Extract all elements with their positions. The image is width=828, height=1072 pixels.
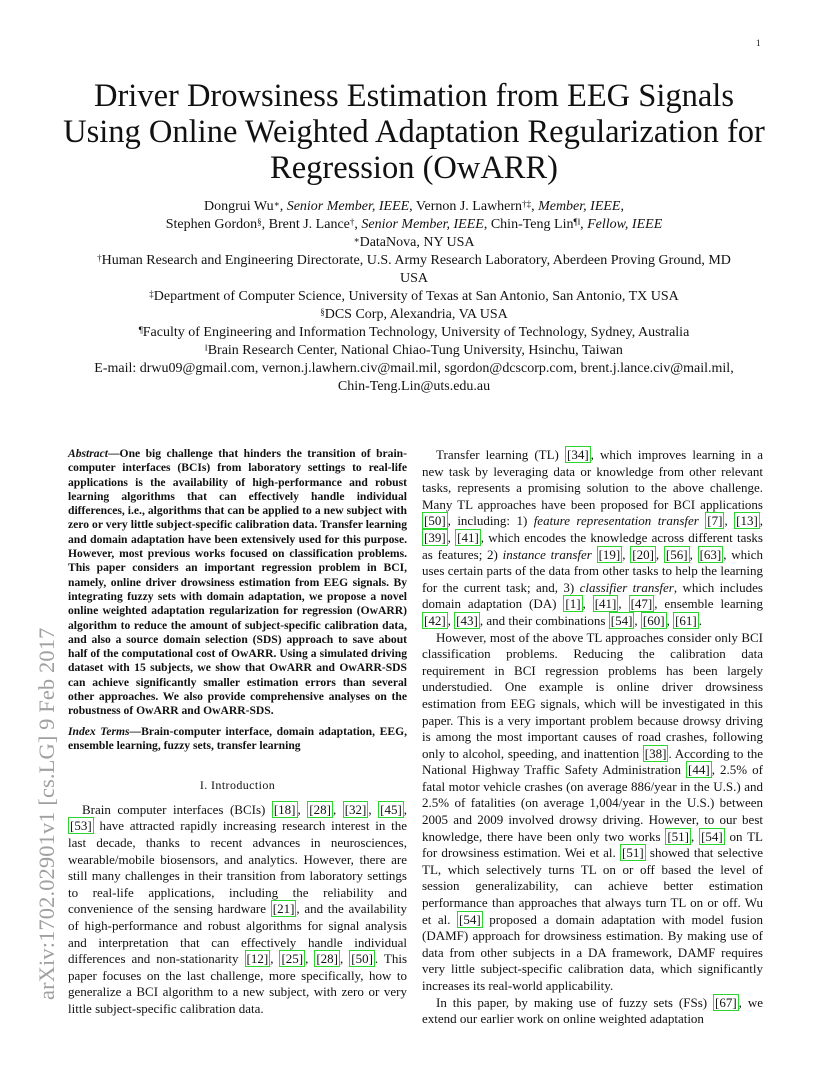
affiliation-mark: §	[320, 307, 325, 317]
separator: ,	[618, 596, 629, 612]
citation-link[interactable]: [21]	[272, 901, 295, 917]
affiliation-line	[60, 234, 768, 252]
affiliation-line	[60, 288, 768, 306]
affiliation-text: Faculty of Engineering and Information Technology, University of Technology, Sydney, Australia	[142, 325, 690, 340]
arxiv-stamp[interactable]	[14, 265, 59, 1000]
paragraph-text: , which improves learning in a new task by leveraging data or knowledge from other relevant tasks, represents a promising solution to the above challenge. Many TL approaches have been proposed for BCI applications	[422, 447, 763, 512]
affiliation-line	[60, 252, 768, 270]
paragraph-text: .	[698, 612, 702, 628]
affiliation-text: DCS Corp, Alexandria, VA USA	[324, 307, 508, 322]
separator: ,	[691, 828, 700, 844]
separator: ,	[368, 801, 379, 817]
paragraph-text: In this paper, by making use of fuzzy sets (FSs)	[436, 994, 713, 1010]
author-mark: †‡	[522, 199, 532, 209]
author-membership: Fellow, IEEE	[587, 217, 663, 232]
abstract-dash: —	[107, 447, 120, 460]
citation-link[interactable]: [28]	[309, 801, 331, 817]
affiliation-text: Human Research and Engineering Directorate, U.S. Army Research Laboratory, Aberdeen Proving Ground, MD	[101, 253, 731, 268]
separator: ,	[622, 546, 631, 562]
paragraph-text: proposed a domain adaptation with model fusion (DAMF) approach for drowsiness estimation. By making use of data from other subjects in a DA framework, DAMF requires very little subject-specific calibration data, which significantly increases its real-world applicability.	[422, 911, 763, 993]
citation-link[interactable]: [43]	[456, 612, 478, 628]
emphasis-text: classifier transfer	[579, 579, 674, 595]
citation-link[interactable]: [47]	[630, 596, 653, 612]
citation-link[interactable]: [63]	[699, 546, 722, 562]
separator: ,	[332, 801, 343, 817]
author-line-1: Dongrui Wu∗, Senior Member, IEEE, Vernon J. Lawhern†‡, Member, IEEE,	[204, 199, 624, 214]
author-mark: ¶‖	[573, 217, 581, 227]
citation-link[interactable]: [51]	[667, 828, 690, 844]
affiliation-text: USA	[399, 271, 428, 286]
separator: ,	[340, 951, 350, 967]
citation-link[interactable]: [67]	[715, 994, 737, 1010]
citation-link[interactable]: [51]	[622, 845, 644, 861]
citation-link[interactable]: [50]	[351, 951, 373, 967]
separator: ,	[297, 801, 308, 817]
citation-link[interactable]: [20]	[632, 546, 654, 562]
citation-link[interactable]: [39]	[424, 529, 446, 545]
right-column	[422, 447, 763, 1028]
separator: ,	[447, 529, 456, 545]
separator: ,	[305, 951, 315, 967]
paragraph-text: , including: 1)	[447, 513, 534, 529]
page-number: 1	[756, 38, 761, 48]
author-mark: ∗	[273, 199, 280, 209]
citation-link[interactable]: [19]	[598, 546, 621, 562]
paper-title: Driver Drowsiness Estimation from EEG Signals Using Online Weighted Adaptation Regularization for Regression (OwARR)	[63, 78, 765, 186]
author-membership: Member, IEEE	[538, 199, 621, 214]
author-name: Chin-Teng Lin	[490, 217, 574, 232]
paragraph-text: , 2.5% of fatal motor vehicle crashes (on average 886/year in the U.S.) and 2.5% of fatalities (on average 1,004/year in the U.S.) between 2005 and 2009 involved drowsy driving. However, to our best knowledge, there have been only two works	[422, 762, 763, 844]
paragraph-text: , we extend our earlier work on online weighted adaptation	[422, 994, 763, 1027]
author-block	[60, 198, 768, 396]
section-title: Introduction	[211, 778, 276, 793]
paragraph-text: , which encodes the knowledge across different tasks as features; 2)	[422, 529, 763, 562]
affiliation-text: Brain Research Center, National Chiao-Tung University, Hsinchu, Taiwan	[207, 343, 623, 358]
citation-link[interactable]: [61]	[675, 612, 697, 628]
citation-link[interactable]: [13]	[736, 513, 758, 529]
paragraph-text: Transfer learning (TL)	[436, 447, 565, 462]
affiliation-mark: †	[97, 253, 102, 263]
author-name: Vernon J. Lawhern	[415, 199, 523, 214]
paragraph-text: . According to the National Highway Traffic Safety Administration	[422, 745, 763, 778]
citation-link[interactable]: [44]	[688, 762, 710, 778]
affiliation-mark: ‡	[149, 289, 154, 299]
separator: ,	[655, 546, 664, 562]
citation-link[interactable]: [18]	[273, 801, 296, 817]
author-membership: Senior Member, IEEE	[286, 199, 410, 214]
arxiv-identifier: arXiv:1702.02901v1 [cs.LG] 9 Feb 2017	[34, 627, 59, 1000]
affiliation-line	[60, 306, 768, 324]
author-name: Brent J. Lance	[268, 217, 350, 232]
left-column	[68, 447, 407, 1018]
citation-link[interactable]: [42]	[424, 612, 446, 628]
affiliation-line	[60, 342, 768, 360]
citation-link[interactable]: [60]	[642, 612, 665, 628]
body-paragraph	[422, 630, 763, 995]
affiliation-mark: ∗	[353, 235, 360, 245]
separator: ,	[724, 513, 735, 529]
index-terms-heading: Index Terms	[68, 724, 130, 738]
abstract-text: One big challenge that hinders the transition of brain-computer interfaces (BCIs) from laboratory settings to real-life applications is the availability of high-performance and robust learning algorithms that can effectively handle individual differences, i.e., algorithms that can be applied to a new subject with zero or very little subject-specific calibration data. Transfer learning and domain adaptation have been extensively used for this purpose. However, most previous works focused on classification problems. This paper considers an important regression problem in BCI, namely, online driver drowsiness estimation from EEG signals. By integrating fuzzy sets with domain adaptation, we propose a novel online weighted adaptation regularization for regression (OwARR) algorithm to reduce the amount of subject-specific calibration data, and also a source domain selection (SDS) approach to save about half of the computational cost of OwARR. Using a simulated driving dataset with 15 subjects, we show that OwARR and OwARR-SDS can achieve significantly smaller estimation errors than several other approaches. We also provide comprehensive analyses on the robustness of OwARR and OwARR-SDS.	[68, 447, 407, 718]
index-terms-text: Brain-computer interface, domain adaptation, EEG, ensemble learning, fuzzy sets, transfer learning	[68, 724, 407, 752]
body-paragraph	[422, 447, 763, 630]
emphasis-text: instance transfer	[502, 546, 592, 562]
citation-link[interactable]: [38]	[644, 745, 667, 761]
index-terms	[68, 725, 407, 754]
email-line: E-mail: drwu09@gmail.com, vernon.j.lawhern.civ@mail.mil, sgordon@dcscorp.com, brent.j.lance.civ@mail.mil,	[94, 361, 734, 376]
paragraph-text	[592, 547, 597, 562]
paragraph-text: However, most of the above TL approaches consider only BCI classification problems. Reducing the calibration data requirement in BCI regression problems has been largely understudied. One example is online driver drowsiness estimation from EEG signals, which will be investigated in this paper. This is a very important problem because drowsy driving is among the most important causes of road crashes, following only to alcohol, speeding, and inattention	[422, 629, 763, 761]
paragraph-text: , which uses certain parts of the data from other tasks to help the learning for the current task; and, 3)	[422, 546, 763, 595]
citation-link[interactable]: [1]	[565, 596, 581, 612]
author-mark: §	[257, 217, 262, 227]
abstract-heading: Abstract	[68, 447, 108, 460]
abstract	[68, 447, 407, 719]
separator: ,	[634, 612, 641, 628]
separator: ,	[270, 951, 280, 967]
citation-link[interactable]: [56]	[665, 546, 688, 562]
affiliation-mark: ¶	[138, 325, 143, 335]
citation-link[interactable]: [25]	[281, 951, 304, 967]
affiliation-text: DataNova, NY USA	[359, 235, 475, 250]
citation-link[interactable]: [45]	[380, 801, 402, 817]
author-name: Stephen Gordon	[165, 217, 258, 232]
author-line-2: Stephen Gordon§, Brent J. Lance†, Senior Member, IEEE, Chin-Teng Lin¶‖, Fellow, IEEE	[165, 217, 663, 232]
paragraph-text: showed that selective TL, which selectively turns TL on or off based the level of session generalizability, can achieve better estimation performance than approaches that always turn TL on or off. Wu et al.	[422, 845, 764, 927]
author-mark: †	[349, 217, 355, 227]
affiliation-text: Department of Computer Science, University of Texas at San Antonio, San Antonio, TX USA	[153, 289, 679, 304]
index-terms-dash: —	[129, 724, 142, 738]
citation-link[interactable]: [50]	[424, 513, 446, 529]
separator: ,	[689, 546, 698, 562]
paragraph-text: , ensemble learning	[654, 596, 764, 612]
body-paragraph	[422, 995, 763, 1028]
citation-link[interactable]: [32]	[344, 801, 367, 817]
separator: ,	[759, 513, 764, 529]
affiliation-mark: ‖	[205, 343, 208, 353]
citation-link[interactable]: [34]	[566, 447, 589, 462]
paragraph-text: , which includes domain adaptation (DA)	[422, 579, 763, 612]
separator: ,	[666, 612, 674, 628]
affiliation-line	[60, 324, 768, 342]
citation-link[interactable]: [54]	[701, 828, 723, 844]
section-number: I.	[199, 778, 212, 793]
paragraph-text: Brain computer interfaces (BCIs)	[82, 801, 272, 817]
paragraph-text: on TL for drowsiness estimation. Wei et al.	[422, 828, 763, 861]
citation-link[interactable]: [41]	[457, 529, 479, 545]
citation-link[interactable]: [53]	[70, 818, 92, 834]
author-membership: Senior Member, IEEE	[361, 217, 484, 232]
citation-link[interactable]: [28]	[316, 951, 339, 967]
paragraph-text: , and the availability of high-performance and robust algorithms for signal analysis and interpretation that can effectively handle individual differences and non-stationarity	[68, 901, 408, 967]
paragraph-text: have attracted rapidly increasing research interest in the last decade, thanks to recent advances in neurosciences, wearable/mobile biosensors, and analytics. However, there are still many challenges in their transition from laboratory settings to real-life applications, including the reliability and convenience of the sensing hardware	[68, 818, 407, 917]
citation-link[interactable]: [12]	[246, 951, 269, 967]
intro-paragraph	[68, 802, 407, 1018]
separator: ,	[582, 596, 593, 612]
citation-link[interactable]: [41]	[594, 596, 617, 612]
separator: ,	[403, 801, 408, 817]
citation-link[interactable]: [54]	[459, 911, 481, 927]
paragraph-text: . This paper focuses on the last challenge, more specifically, how to generalize a BCI algorithm to a new subject, with zero or very little subject-specific calibration data.	[68, 951, 408, 1016]
paragraph-text: , and their combinations	[479, 612, 609, 628]
separator: ,	[447, 612, 455, 628]
section-heading	[68, 777, 407, 794]
email-line: Chin-Teng.Lin@uts.edu.au	[337, 379, 491, 394]
emphasis-text: feature representation transfer	[533, 513, 699, 529]
author-name: Dongrui Wu	[204, 199, 274, 214]
affiliation-line	[60, 270, 768, 288]
citation-link[interactable]: [54]	[610, 612, 633, 628]
citation-link[interactable]: [7]	[707, 513, 723, 529]
